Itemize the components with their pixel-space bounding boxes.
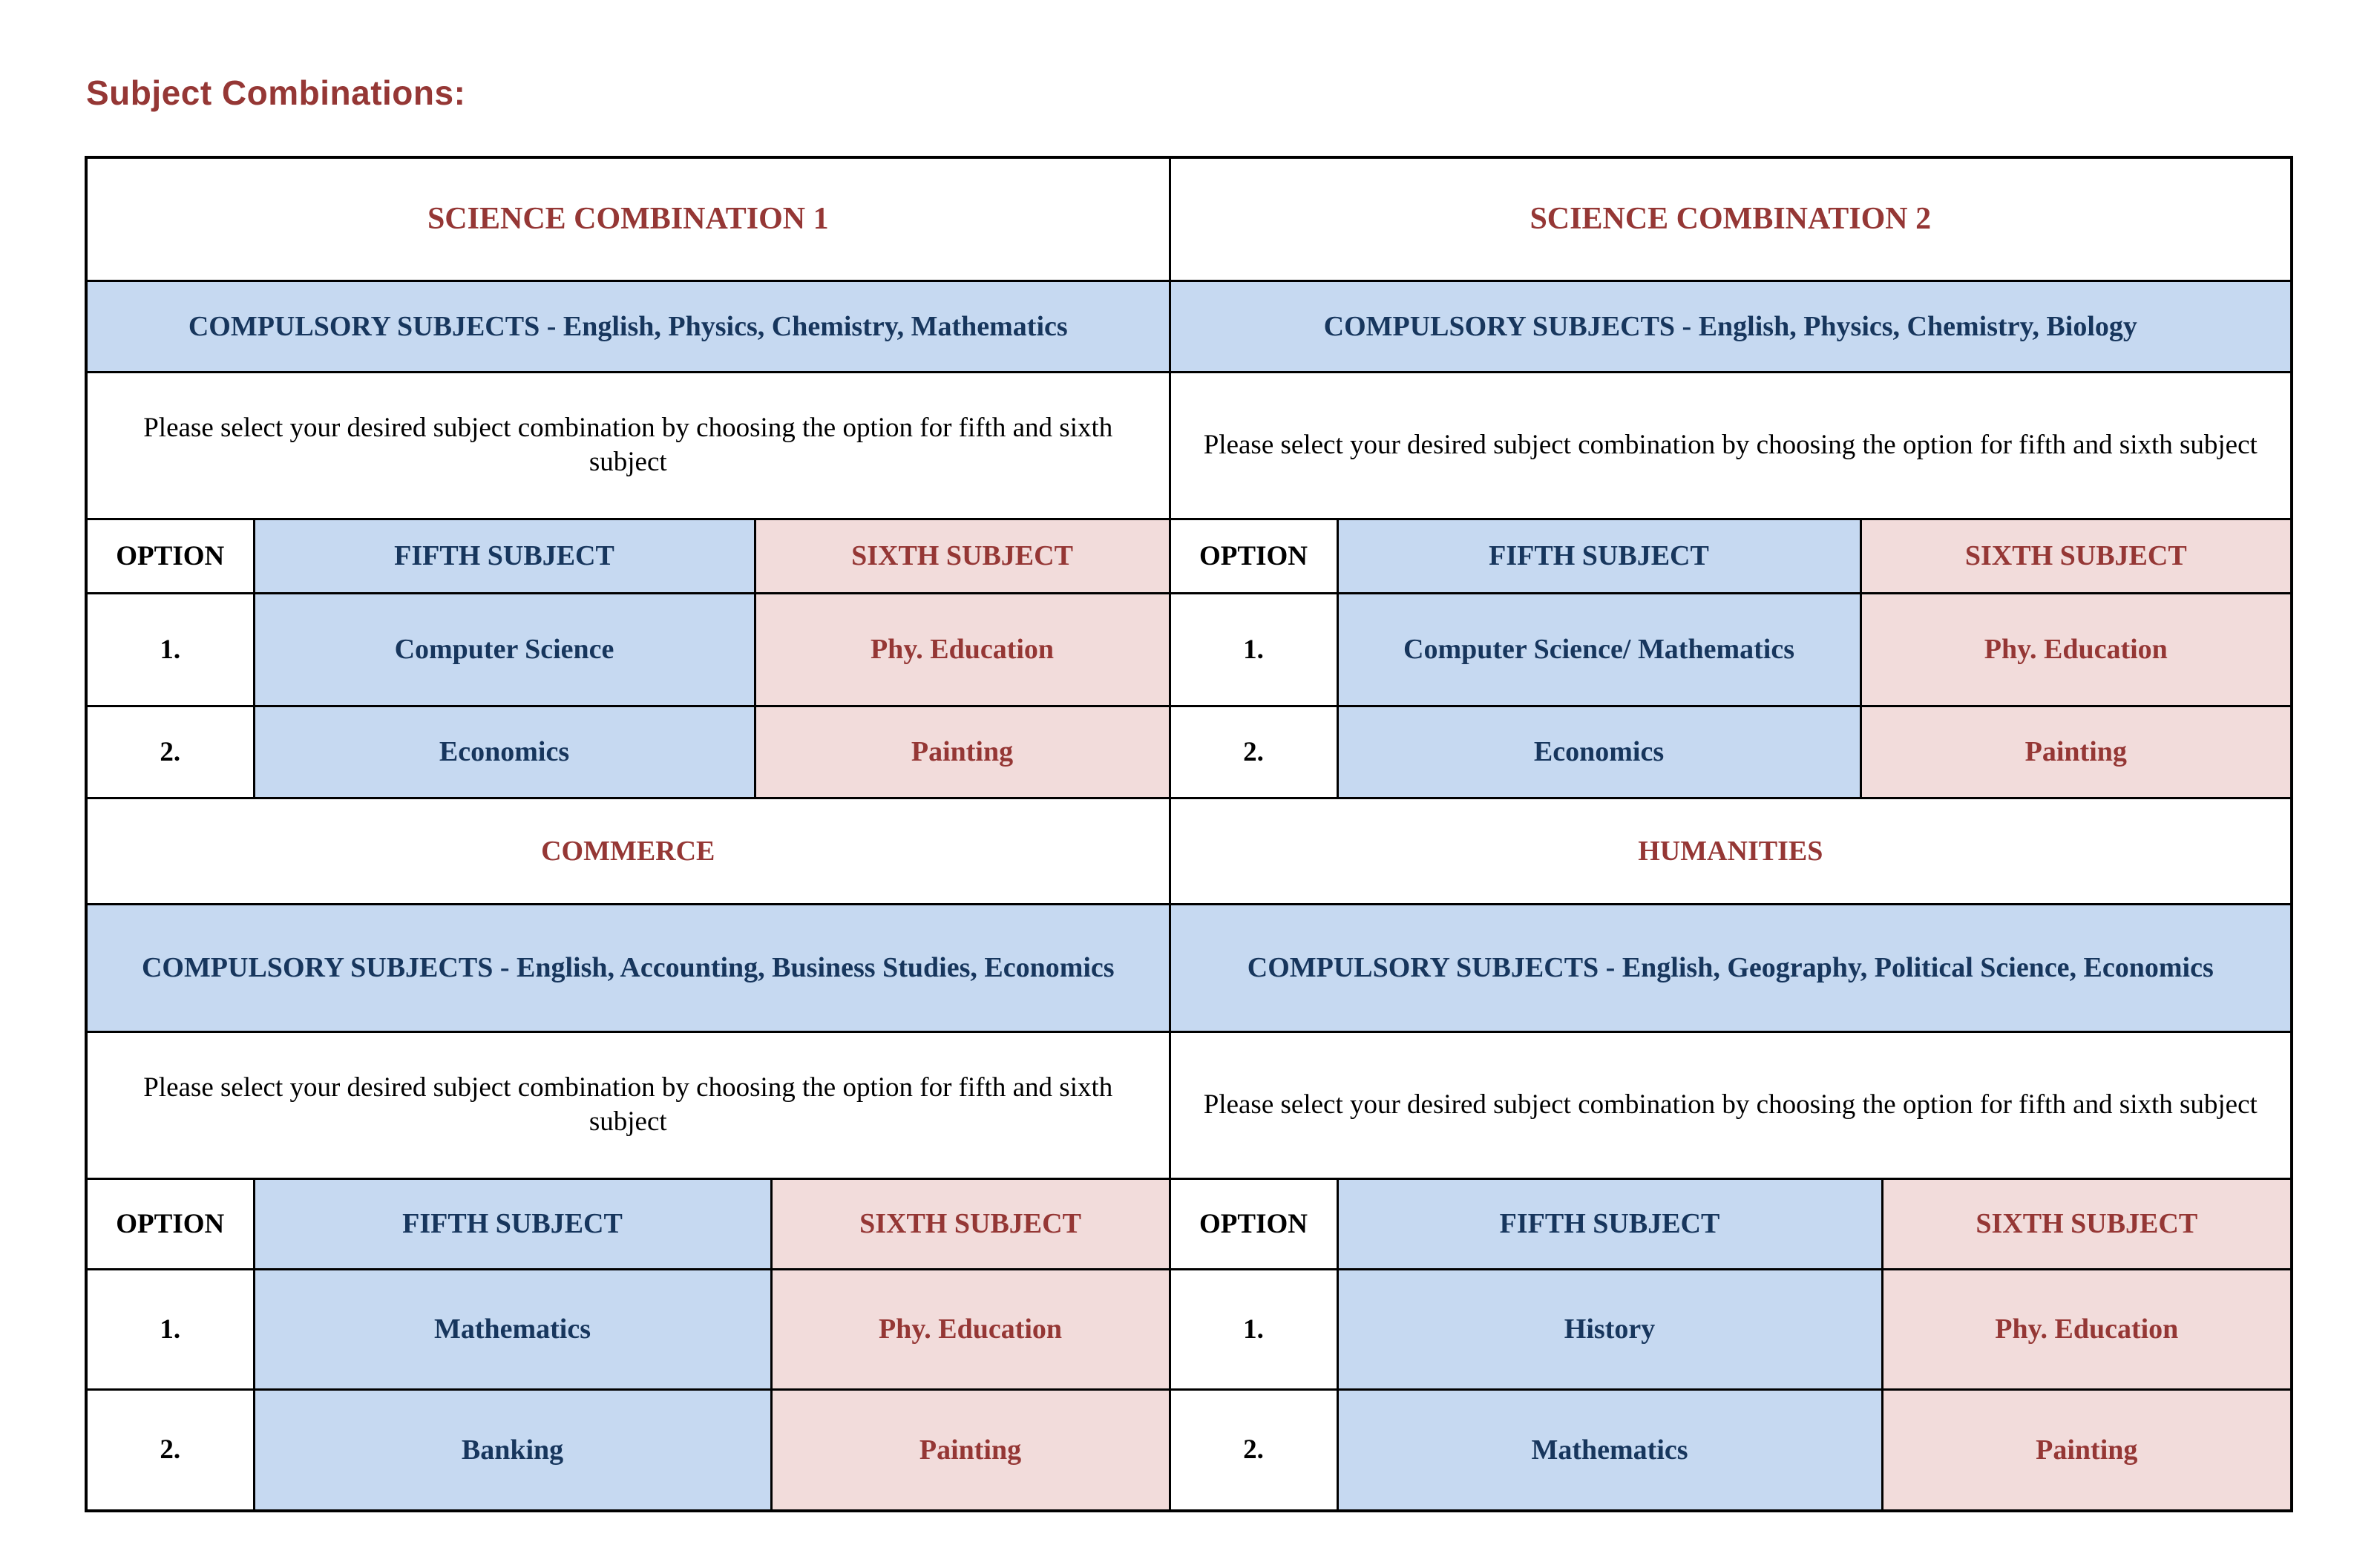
- table-row: [86, 593, 2292, 706]
- humanities-fifth-subject: Mathematics: [1337, 1389, 1882, 1511]
- science-2-sixth-subject-header: SIXTH SUBJECT: [1860, 519, 2292, 593]
- table-row: [86, 1389, 2292, 1511]
- humanities-option-number: 2.: [1170, 1389, 1337, 1511]
- science-1-compulsory-subjects: COMPULSORY SUBJECTS - English, Physics, Chemistry, Mathematics: [86, 281, 1170, 372]
- humanities-sixth-subject-header: SIXTH SUBJECT: [1882, 1178, 2292, 1269]
- option-header-row: [86, 519, 2292, 593]
- subject-combinations-table: [85, 156, 2293, 1512]
- table-row: [86, 1269, 2292, 1389]
- section-title-row: [86, 157, 2292, 281]
- humanities-option-header: OPTION: [1170, 1178, 1337, 1269]
- science-2-fifth-subject: Economics: [1337, 706, 1860, 798]
- commerce-compulsory-subjects: COMPULSORY SUBJECTS - English, Accounting, Business Studies, Economics: [86, 904, 1170, 1031]
- compulsory-row: [86, 904, 2292, 1031]
- humanities-sixth-subject: Painting: [1882, 1389, 2292, 1511]
- instruction-row: [86, 372, 2292, 519]
- science-2-sixth-subject: Phy. Education: [1860, 593, 2292, 706]
- humanities-compulsory-subjects: COMPULSORY SUBJECTS - English, Geography, Political Science, Economics: [1170, 904, 2292, 1031]
- section-title-row: [86, 798, 2292, 904]
- commerce-option-number: 2.: [86, 1389, 254, 1511]
- page-title: Subject Combinations:: [86, 73, 466, 112]
- science-1-fifth-subject: Computer Science: [254, 593, 755, 706]
- science-1-option-number: 2.: [86, 706, 254, 798]
- science-1-fifth-subject-header: FIFTH SUBJECT: [254, 519, 755, 593]
- humanities-instruction: Please select your desired subject combination by choosing the option for fifth and sixth subject: [1170, 1031, 2292, 1178]
- science-1-option-number: 1.: [86, 593, 254, 706]
- compulsory-row: [86, 281, 2292, 372]
- science-2-fifth-subject-header: FIFTH SUBJECT: [1337, 519, 1860, 593]
- science-2-compulsory-subjects: COMPULSORY SUBJECTS - English, Physics, Chemistry, Biology: [1170, 281, 2292, 372]
- table-row: [86, 706, 2292, 798]
- science-1-sixth-subject-header: SIXTH SUBJECT: [755, 519, 1170, 593]
- science-2-fifth-subject: Computer Science/ Mathematics: [1337, 593, 1860, 706]
- commerce-fifth-subject-header: FIFTH SUBJECT: [254, 1178, 771, 1269]
- commerce-sixth-subject-header: SIXTH SUBJECT: [771, 1178, 1170, 1269]
- humanities-sixth-subject: Phy. Education: [1882, 1269, 2292, 1389]
- instruction-row: [86, 1031, 2292, 1178]
- science-2-option-number: 1.: [1170, 593, 1337, 706]
- science-1-sixth-subject: Phy. Education: [755, 593, 1170, 706]
- commerce-fifth-subject: Banking: [254, 1389, 771, 1511]
- commerce-fifth-subject: Mathematics: [254, 1269, 771, 1389]
- science-combination-1-title: SCIENCE COMBINATION 1: [86, 157, 1170, 281]
- humanities-option-number: 1.: [1170, 1269, 1337, 1389]
- commerce-sixth-subject: Phy. Education: [771, 1269, 1170, 1389]
- science-2-option-header: OPTION: [1170, 519, 1337, 593]
- humanities-fifth-subject-header: FIFTH SUBJECT: [1337, 1178, 1882, 1269]
- science-2-instruction: Please select your desired subject combination by choosing the option for fifth and sixth subject: [1170, 372, 2292, 519]
- science-2-option-number: 2.: [1170, 706, 1337, 798]
- commerce-option-header: OPTION: [86, 1178, 254, 1269]
- science-2-sixth-subject: Painting: [1860, 706, 2292, 798]
- option-header-row: [86, 1178, 2292, 1269]
- commerce-sixth-subject: Painting: [771, 1389, 1170, 1511]
- science-1-option-header: OPTION: [86, 519, 254, 593]
- commerce-title: COMMERCE: [86, 798, 1170, 904]
- science-combination-2-title: SCIENCE COMBINATION 2: [1170, 157, 2292, 281]
- humanities-fifth-subject: History: [1337, 1269, 1882, 1389]
- humanities-title: HUMANITIES: [1170, 798, 2292, 904]
- science-1-sixth-subject: Painting: [755, 706, 1170, 798]
- commerce-instruction: Please select your desired subject combination by choosing the option for fifth and sixth subject: [86, 1031, 1170, 1178]
- science-1-fifth-subject: Economics: [254, 706, 755, 798]
- commerce-option-number: 1.: [86, 1269, 254, 1389]
- science-1-instruction: Please select your desired subject combination by choosing the option for fifth and sixth subject: [86, 372, 1170, 519]
